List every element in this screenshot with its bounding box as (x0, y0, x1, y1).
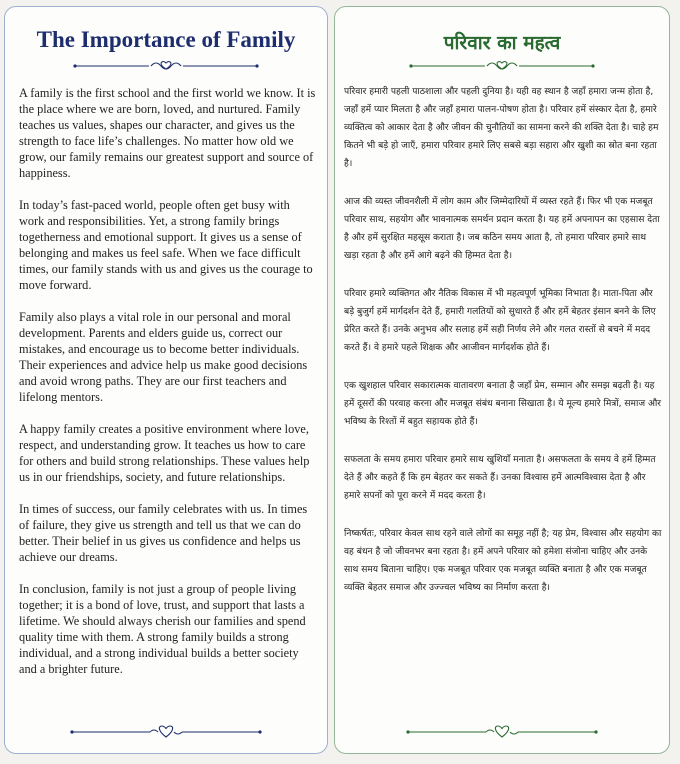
flourish-icon (71, 59, 261, 73)
hindi-paragraph-2: आज की व्यस्त जीवनशैली में लोग काम और जिम्मेदारियों में व्यस्त रहते हैं। फिर भी एक मजबूत परिवार साथ, सहयोग और भावनात्मक समर्थन प्रदान करता है। यह हमें अपनापन का एहसास देता है और हमें सुरक्षित महसूस कराता है। जब कठिन समय आता है, तो हमारा परिवार हमारे साथ खड़ा रहता है और हमें आगे बढ़ने की हिम्मत देता है। (344, 197, 660, 261)
english-top-ornament (5, 59, 327, 73)
hindi-panel (334, 6, 670, 754)
english-body (19, 85, 317, 693)
english-paragraph-2: In today’s fast-paced world, people often get busy with work and responsibilities. Yet, a strong family brings togetherness and emotional support. It gives us a sense of belonging and makes us feel safe. When we face difficult times, our family stands with us and gives us the courage to move forward. (19, 198, 313, 292)
heart-flourish-icon (402, 725, 602, 739)
hindi-top-ornament (335, 59, 669, 73)
english-title: The Importance of Family (36, 27, 296, 52)
hindi-body (344, 83, 663, 617)
hindi-title: परिवार का महत्व (443, 32, 561, 54)
hindi-paragraph-5: सफलता के समय हमारा परिवार हमारे साथ खुशियाँ मनाता है। असफलता के समय वे हमें हिम्मत देते हैं और कहते हैं कि हम बेहतर कर सकते हैं। उनका विश्वास हमें आत्मविश्वास देता है और हमारे सपनों को पूरा करने में मदद करता है। (344, 455, 656, 501)
english-paragraph-5: In times of success, our family celebrates with us. In times of failure, they give us strength and tell us that we can do better. Their belief in us gives us confidence and helps us achieve our dreams. (19, 502, 308, 564)
heart-flourish-icon (66, 725, 266, 739)
flourish-icon (407, 59, 597, 73)
hindi-paragraph-1: परिवार हमारी पहली पाठशाला और पहली दुनिया है। यही वह स्थान है जहाँ हमारा जन्म होता है, जहाँ हमें प्यार मिलता है और जहाँ हमारा पालन-पोषण होता है। परिवार हमें संस्कार देता है, हमारे व्यक्तित्व को आकार देता है और जीवन की चुनौतियों का सामना करने की शक्ति देता है। चाहे हम कितने भी बड़े हो जाएँ, हमारा परिवार हमारे लिए सबसे बड़ा सहारा और खुशी का स्रोत बना रहता है। (344, 87, 659, 169)
hindi-paragraph-4: एक खुशहाल परिवार सकारात्मक वातावरण बनाता है जहाँ प्रेम, सम्मान और समझ बढ़ती है। यह हमें दूसरों की परवाह करना और मजबूत संबंध बनाना सिखाता है। ये मूल्य हमारे मित्रों, समाज और भविष्य के रिश्तों में बहुत सहायक होते हैं। (344, 381, 662, 427)
english-paragraph-3: Family also plays a vital role in our personal and moral development. Parents and elders guide us, correct our mistakes, and encourage us to become better individuals. Their experiences and advice help us make good decisions and avoid wrong paths. They are our first teachers and lifelong mentors. (19, 310, 308, 404)
english-paragraph-1: A family is the first school and the first world we know. It is the place where we are born, loved, and nurtured. Family teaches us values, shapes our character, and gives us the strength to face life’s challenges. No matter how old we grow, our family remains our greatest support and source of happiness. (19, 86, 316, 180)
hindi-bottom-ornament (335, 725, 669, 739)
hindi-paragraph-6: निष्कर्षतः, परिवार केवल साथ रहने वाले लोगों का समूह नहीं है; यह प्रेम, विश्वास और सहयोग का वह बंधन है जो जीवनभर बना रहता है। हमें अपने परिवार को हमेशा संजोना चाहिए और उनके साथ समय बिताना चाहिए। एक मजबूत परिवार एक मजबूत व्यक्ति बनाता है और एक मजबूत व्यक्ति बेहतर समाज और उज्ज्वल भविष्य का निर्माण करता है। (344, 529, 662, 593)
english-panel (4, 6, 328, 754)
english-bottom-ornament (5, 725, 327, 739)
english-paragraph-6: In conclusion, family is not just a group of people living together; it is a bond of love, trust, and support that lasts a lifetime. We should always cherish our families and spend quality time with them. A strong family builds a strong individual, and a strong individual builds a better society and a brighter future. (19, 582, 306, 676)
hindi-paragraph-3: परिवार हमारे व्यक्तिगत और नैतिक विकास में भी महत्वपूर्ण भूमिका निभाता है। माता-पिता और बड़े बुजुर्ग हमें मार्गदर्शन देते हैं, हमारी गलतियों को सुधारते हैं और हमें बेहतर इंसान बनने के लिए प्रेरित करते हैं। उनके अनुभव और सलाह हमें सही निर्णय लेने और गलत रास्तों से बचने में मदद करते हैं। वे हमारे पहले शिक्षक और आजीवन मार्गदर्शक होते हैं। (344, 289, 656, 353)
english-paragraph-4: A happy family creates a positive environment where love, respect, and understanding grow. It teaches us how to care for others and build strong relationships. These values help us in our friendships, society, and future relationships. (19, 422, 310, 484)
